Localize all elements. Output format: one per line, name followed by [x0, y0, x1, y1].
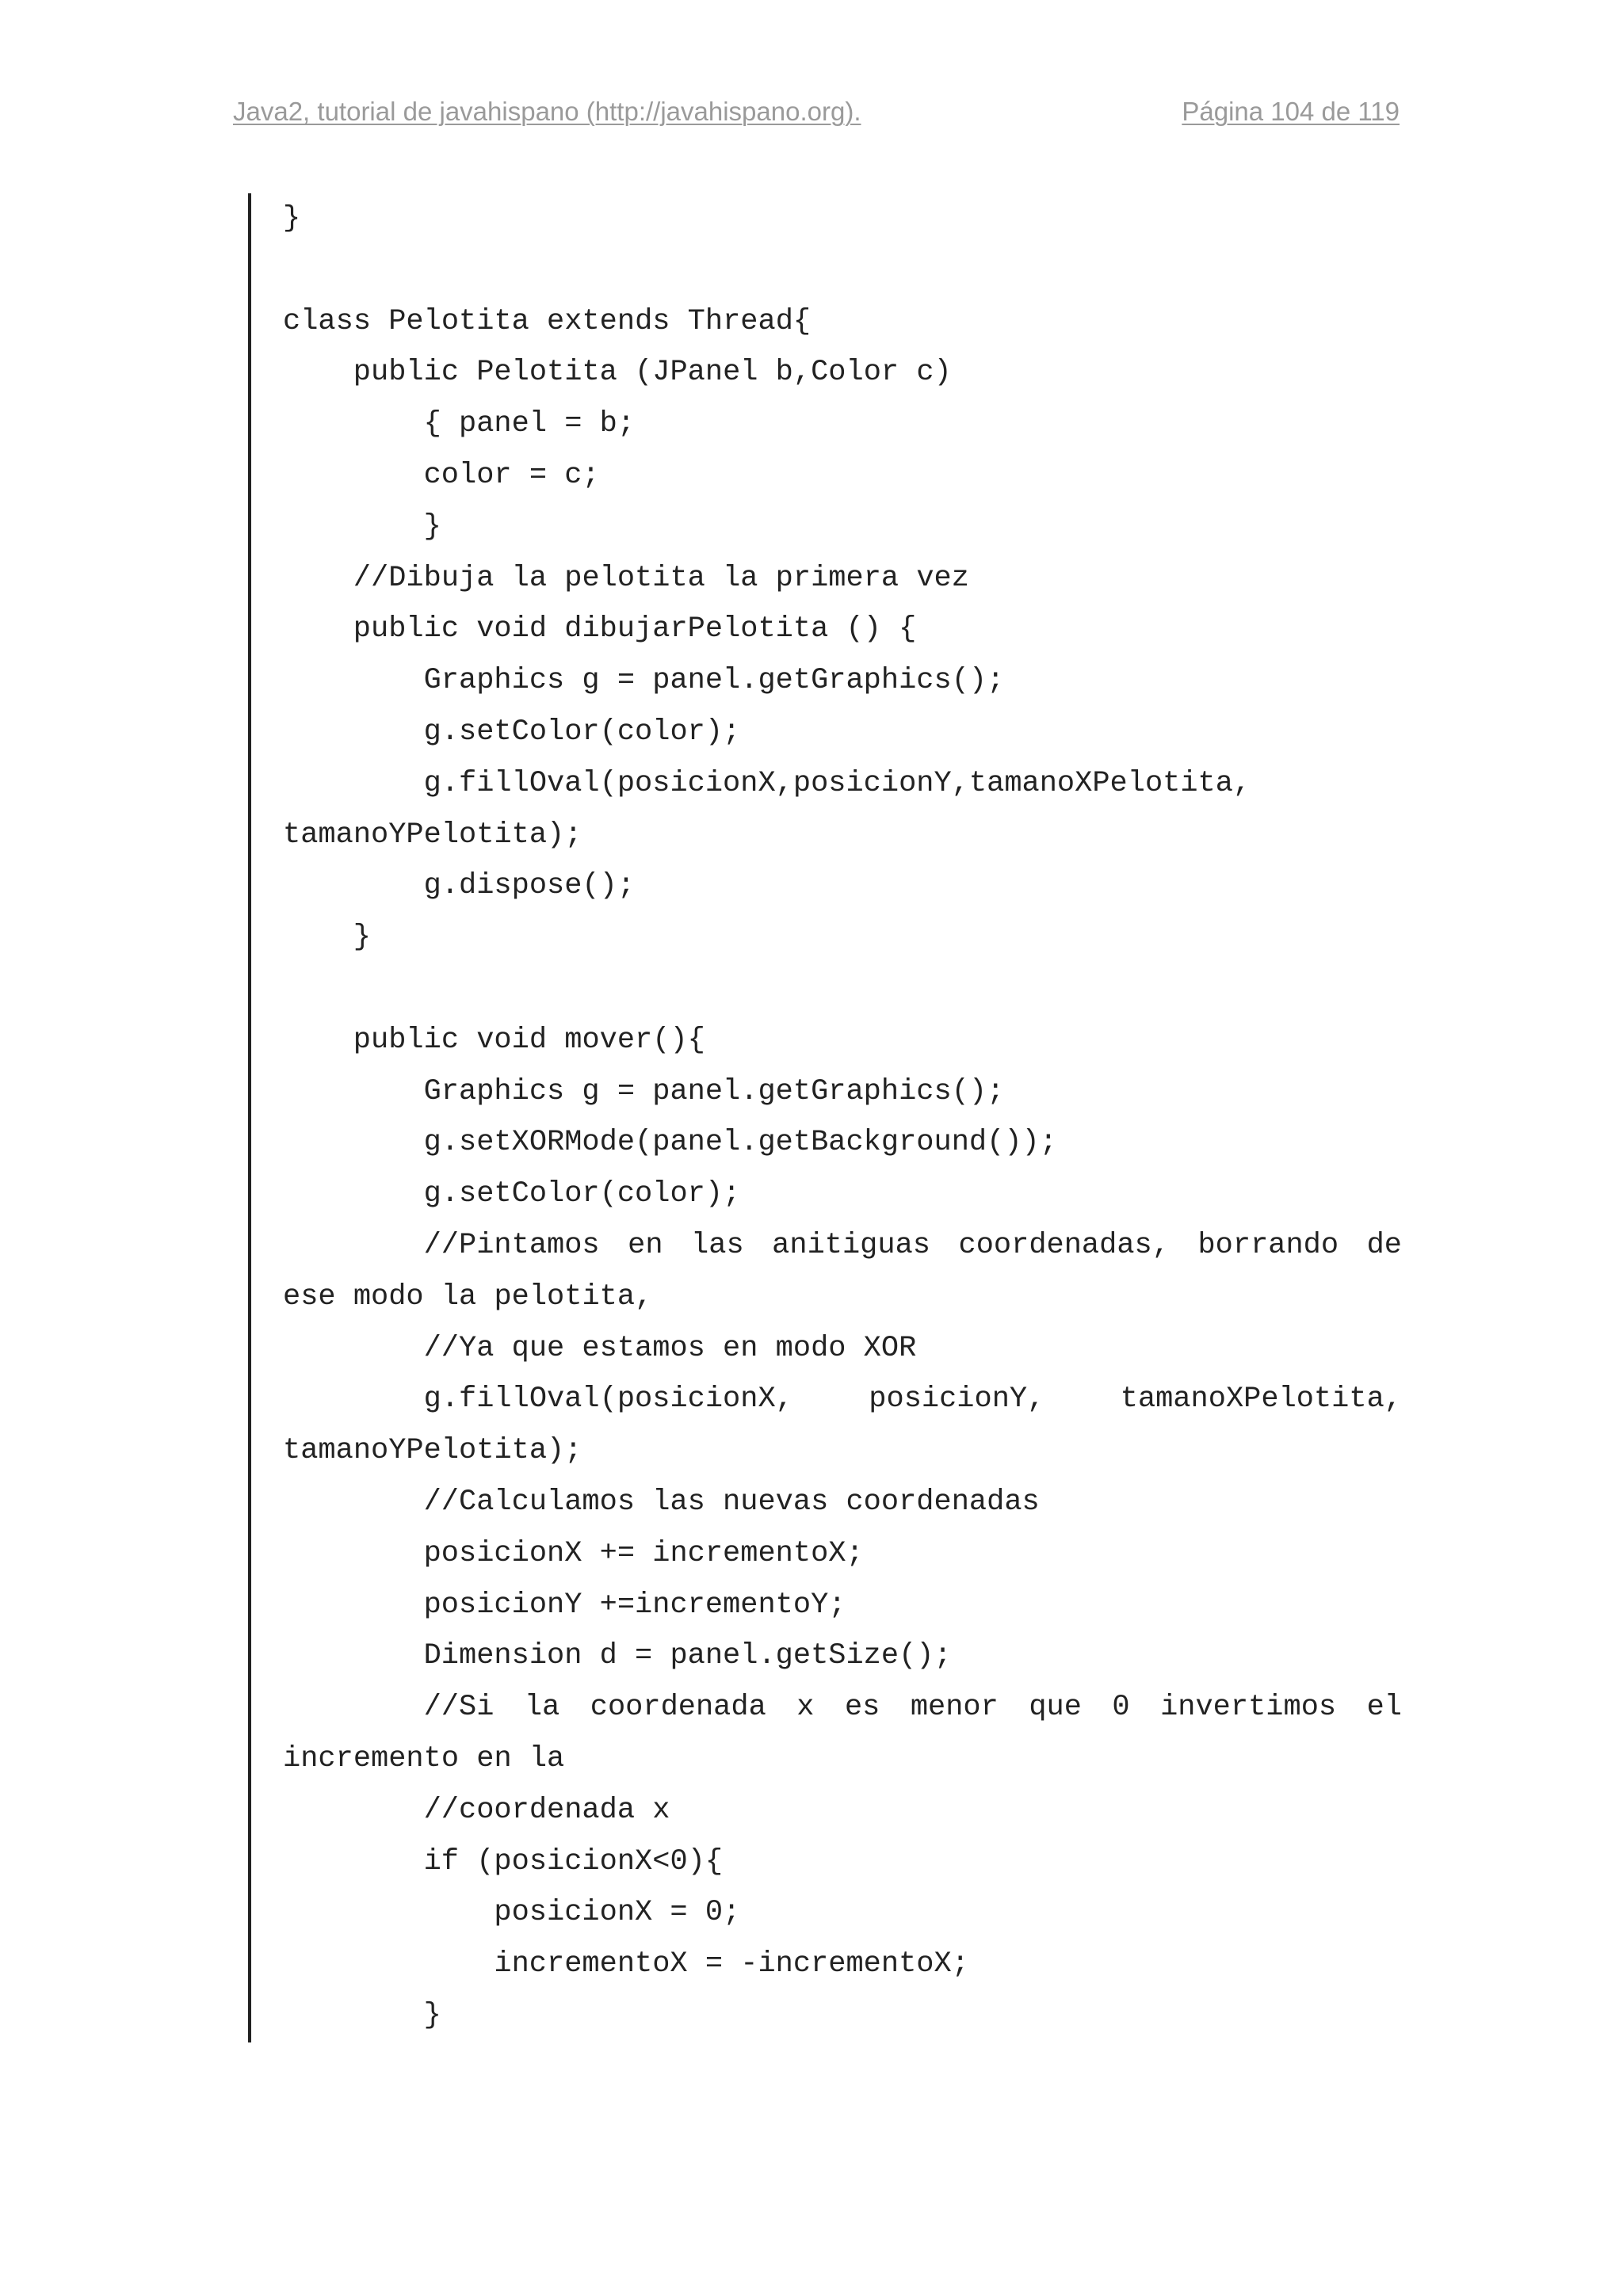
code-line: incremento en la	[283, 1741, 565, 1775]
code-line: //Ya que estamos en modo XOR	[423, 1331, 917, 1365]
code-line: public void dibujarPelotita () {	[353, 612, 917, 646]
code-line: //Pintamos en las anitiguas coordenadas, borrando de	[423, 1228, 1402, 1262]
code-line: class Pelotita extends Thread{	[283, 304, 812, 338]
code-line: //Si la coordenada x es menor que 0 invertimos el	[423, 1691, 1402, 1725]
code-line: tamanoYPelotita);	[283, 1434, 582, 1468]
code-block-border	[248, 193, 251, 2042]
code-line: //coordenada x	[423, 1793, 670, 1827]
code-line: g.setColor(color);	[423, 715, 741, 749]
code-line	[283, 245, 1402, 296]
code-line: posicionX += incrementoX;	[423, 1536, 864, 1570]
code-line: }	[423, 509, 441, 543]
code-line: //Calculamos las nuevas coordenadas	[423, 1485, 1040, 1519]
code-line: }	[283, 202, 301, 235]
code-line: tamanoYPelotita);	[283, 818, 582, 852]
code-line: }	[423, 1998, 441, 2032]
code-line	[283, 963, 1402, 1015]
code-line: if (posicionX<0){	[423, 1844, 724, 1878]
code-line: posicionX = 0;	[494, 1896, 741, 1930]
code-line: color = c;	[423, 458, 600, 492]
code-line: Dimension d = panel.getSize();	[423, 1639, 952, 1673]
code-line: g.setColor(color);	[423, 1177, 741, 1211]
code-line: g.setXORMode(panel.getBackground());	[423, 1126, 1057, 1160]
code-line: posicionY +=incrementoY;	[423, 1588, 846, 1622]
document-header-title: Java2, tutorial de javahispano (http://javahispano.org).	[233, 97, 861, 126]
code-line: Graphics g = panel.getGraphics();	[423, 1074, 1005, 1108]
code-line: g.fillOval(posicionX,posicionY,tamanoXPelotita,	[423, 766, 1251, 800]
code-line: Graphics g = panel.getGraphics();	[423, 664, 1005, 698]
code-line: g.dispose();	[423, 869, 636, 903]
code-line: //Dibuja la pelotita la primera vez	[353, 561, 969, 595]
code-line: ese modo la pelotita,	[283, 1280, 653, 1314]
code-line: g.fillOval(posicionX, posicionY, tamanoXPelotita,	[423, 1383, 1402, 1417]
code-line: incrementoX = -incrementoX;	[494, 1947, 969, 1981]
code-line: { panel = b;	[423, 407, 636, 441]
page-number: Página 104 de 119	[1182, 97, 1400, 126]
code-line: public void mover(){	[353, 1023, 705, 1057]
code-block	[283, 193, 1402, 2042]
code-line: }	[353, 921, 372, 955]
code-line: public Pelotita (JPanel b,Color c)	[353, 356, 952, 390]
